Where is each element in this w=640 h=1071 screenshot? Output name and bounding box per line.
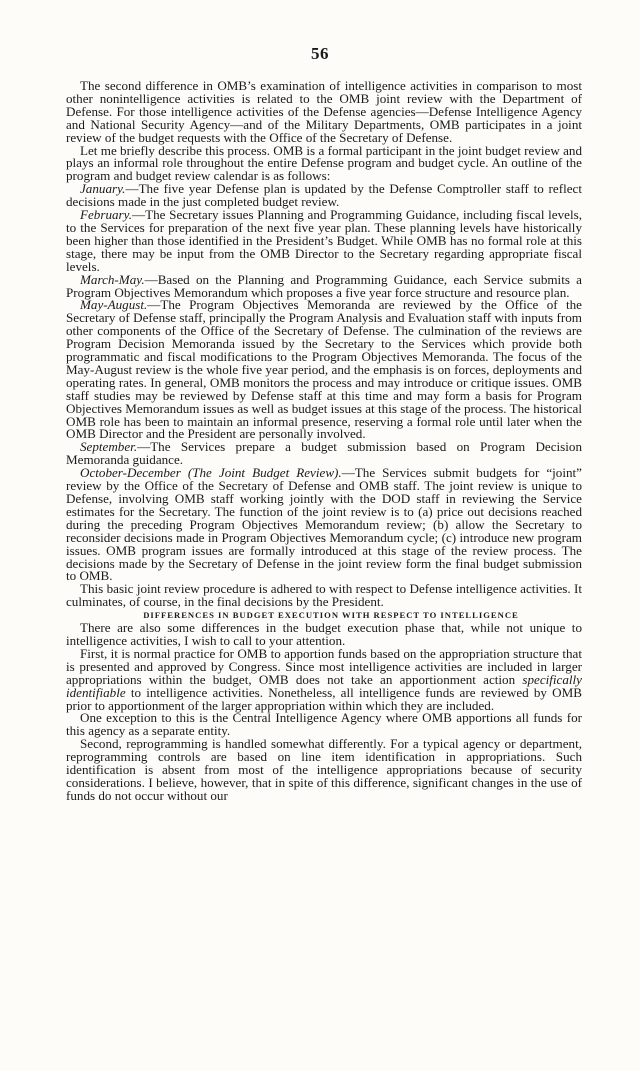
paragraph-january bbox=[66, 183, 582, 209]
calendar-text-january: —The five year Defense plan is updated by the Defense Comptroller staff to reflect decisions made in the just completed budget review. bbox=[66, 181, 582, 210]
paragraph-execution-differences: There are also some differences in the budget execution phase that, while not unique to intelligence activities, I wish to call to your attention. bbox=[66, 620, 582, 648]
paragraph-process-description: Let me briefly describe this process. OMB is a formal participant in the joint budget review and plays an informal role throughout the entire Defense program and budget cycle. An outline of the program and budget review calendar is as follows: bbox=[66, 142, 582, 184]
calendar-lead-march-may: March-May. bbox=[80, 271, 145, 287]
calendar-lead-may-august: May-August. bbox=[80, 297, 148, 313]
paragraph-october-december bbox=[66, 467, 582, 583]
paragraph-joint-review-summary: This basic joint review procedure is adhered to with respect to Defense intelligence activities. It culminates, of course, in the final decisions by the President. bbox=[66, 581, 582, 610]
apportionment-text-after: to intelligence activities. Nonetheless, all intelligence funds are reviewed by OMB prior to apportionment of the larger appropriation within which they are included. bbox=[66, 684, 582, 713]
paragraph-march-may bbox=[66, 271, 582, 300]
calendar-text-march-may: —Based on the Planning and Programming Guidance, each Service submits a Program Objectives Memorandum which proposes a five year force structure and resource plan. bbox=[66, 271, 582, 300]
calendar-text-october-december: —The Services submit budgets for “joint” review by the Office of the Secretary of Defense and OMB staff. The joint review is unique to Defense, involving OMB staff working jointly with the DOD staff in reviewing the Service estimates for the Secretary. The function of the joint review is to (a) price out decisions reached during the preceding Program Objectives Memorandum review; (b) allow the Secretary to reconsider decisions made in Program Objectives Memorandum cycle; (c) introduce new program issues. OMB program issues are formally introduced at this stage of the review process. The decisions made by the Secretary of Defense in the joint review form the final budget submission to OMB. bbox=[66, 465, 582, 584]
calendar-text-september: —The Services prepare a budget submission based on Program Decision Memoranda guidance. bbox=[66, 439, 582, 468]
calendar-lead-february: February. bbox=[80, 207, 133, 223]
apportionment-emphasis: specifically identifiable bbox=[66, 671, 582, 700]
calendar-text-may-august: —The Program Objectives Memoranda are reviewed by the Office of the Secretary of Defense staff, principally the Program Analysis and Evaluation staff with inputs from other components of the Office of the Secretary of Defense. The culmination of the reviews are Program Decision Memoranda issued by the Secretary to the Services which provide both programmatic and fiscal modifications to the Program Objectives Memoranda. The focus of the May-August review is the whole five year period, and the emphasis is on forces, deployments and operating rates. In general, OMB monitors the process and may introduce or critique issues. OMB staff studies may be reviewed by Defense staff at this time and may form a basis for Program Objectives Memorandum issues as well as budget issues at this stage of the process. The historical OMB role has been to maintain an informal presence, reserving a formal role until later when the OMB Director and the President are personally involved. bbox=[66, 297, 582, 442]
calendar-lead-september: September. bbox=[80, 439, 138, 455]
paragraph-omb-joint-review: The second difference in OMB’s examination of intelligence activities in comparison to most other nonintelligence activities is related to the OMB joint review with the Department of Defense. For those intelligence activities of the Defense agencies—Defense Intelligence Agency and National Security Agency—and of the Military Departments, OMB participates in a joint review of the budget requests with the Office of the Secretary of Defense. bbox=[66, 78, 582, 145]
paragraph-may-august bbox=[66, 299, 582, 441]
calendar-lead-october-december: October-December (The Joint Budget Review). bbox=[80, 465, 342, 481]
paragraph-reprogramming: Second, reprogramming is handled somewhat differently. For a typical agency or department, reprogramming controls are based on line item identification in appropriations. Such identification is absent from most of the intelligence appropriations because of security considerations. I believe, however, that in spite of this difference, significant changes in the use of funds do not occur without our bbox=[66, 736, 582, 803]
apportionment-text-before: First, it is normal practice for OMB to apportion funds based on the appropriation structure that is presented and approved by Congress. Since most intelligence activities are included in larger appropriations within the budget, OMB does not take an apportionment action bbox=[66, 645, 582, 687]
paragraph-february bbox=[66, 209, 582, 274]
paragraph-cia-exception: One exception to this is the Central Intelligence Agency where OMB apportions all funds for this agency as a separate entity. bbox=[66, 710, 582, 739]
paragraph-september bbox=[66, 441, 582, 467]
body-text bbox=[66, 80, 582, 803]
page-number: 56 bbox=[311, 44, 329, 63]
calendar-text-february: —The Secretary issues Planning and Programming Guidance, including fiscal levels, to the Services for preparation of the next five year plan. These planning levels have historically been higher than those identified in the President’s Budget. While OMB has no formal role at this stage, there may be input from the OMB Director to the Secretary regarding appropriate fiscal levels. bbox=[66, 207, 582, 274]
section-heading: DIFFERENCES IN BUDGET EXECUTION WITH RESPECT TO INTELLIGENCE bbox=[143, 610, 519, 621]
calendar-lead-january: January. bbox=[80, 181, 126, 197]
paragraph-apportionment bbox=[66, 645, 582, 713]
